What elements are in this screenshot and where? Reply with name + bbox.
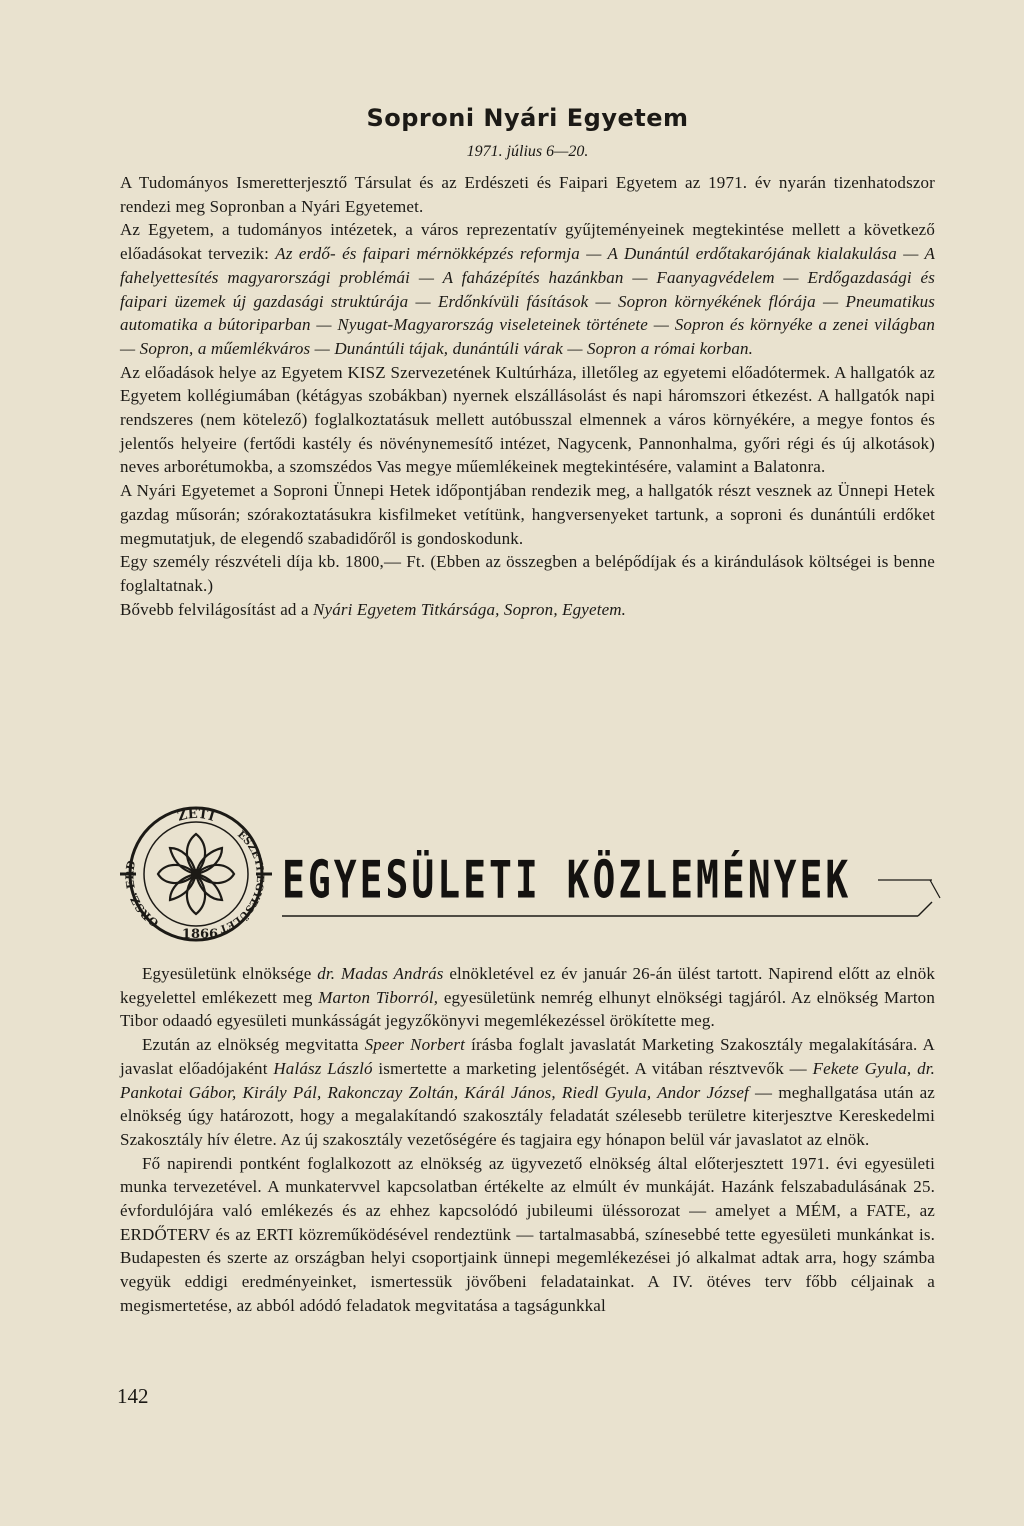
news-p2-text-c: ismertette a marketing jelentőségét. A vitában résztvevők — [372,1058,813,1078]
article-date: 1971. július 6—20. [466,143,589,160]
lecture-intro: Az Egyetem, a tudományos intézetek, a város reprezentatív gyűjteményeinek megtekintése mellett a következő előadásokat tervezik: [120,220,935,264]
news-p2-text-a: Ezután az elnökség megvitatta [142,1035,365,1055]
article-paragraph-6 [120,598,935,622]
contact-address: Nyári Egyetem Titkársága, Sopron, Egyetem. [313,599,627,619]
news-p1-name-2: Marton Tiborról, [318,987,439,1007]
section-header [116,798,936,948]
news-p1-text-a: Egyesületünk elnöksége [142,964,318,983]
news-paragraph-3: Fő napirendi pontként foglalkozott az elnökség az ügyvezető elnökség által előterjesztett 1971. évi egyesületi munka tervezetével. A munkatervvel kapcsolatban értékelte az elmúlt év munkáját. Hazánk felszabadulásának 25. évfordulójára való emlékezés és az ehhez kapcsolódó jubileumi üléssorozat — amelyet a MÉM, a FATE, az ERDŐTERV és az ERTI közreműködésével rendeztünk — tartalmasabbá, színesebbé tette egyesületi munkánkat is. Budapesten és szerte az országban helyi csoportjaink ünnepi megemlékezései jó alkalmat adtak arra, hogy számba vegyük eddigi eredményeinket, ismertessük jövőbeni feladatainkat. A IV. ötéves terv főbb céljainak a megismertetése, az abból adódó feladatok megvitatása a tagságunkkal [120,1153,935,1315]
seal-top-text: ZETI [175,806,217,825]
news-paragraph-2 [120,1033,935,1152]
section-heading: EGYESÜLETI KÖZLEMÉNYEK [282,850,852,910]
news-p2-text-d: — meghallgatása után az elnökség úgy határozott, hogy a megalakítandó szakosztály feladatát szélesebb területre kiterjesztve Kereskedelmi Szakosztály hív életre. Az új szakosztály vezetőségére és tagjaira egy hónapon belül vár javaslatot az elnök. [120,1082,935,1149]
seal-left-text: ORSZ. ERD [123,859,162,930]
lecture-list: Az erdő- és faipari mérnökképzés reformja — A Dunántúl erdőtakarójának kialakulása — A fahelyettesítés magyarországi problémái — A faházépítés hazánkban — Faanyagvédelem — Erdőgazdasági és faipari üzemek új gazdasági struktúrája — Erdőnkívüli fásítások — Sopron környékének flórája — Pneumatikus automatika a bútoriparban — Nyugat-Magyarország viseleteinek története — Sopron és környéke a zenei világban — Sopron, a műemlékváros — Dunántúli tájak, dunántúli várak — Sopron a római korban. [120,244,935,358]
news-paragraph-1 [120,962,935,1033]
news-p1-text-b: elnökletével ez év január 26-án ülést tartott. Napirend előtt az elnök kegyelettel emlékezett meg [120,964,935,1007]
article-body [120,171,935,621]
contact-intro: Bővebb felvilágosítást ad a [120,599,314,619]
article-paragraph-1: A Tudományos Ismeretterjesztő Társulat és az Erdészeti és Faipari Egyetem az 1971. év nyarán tizenhatodszor rendezi meg Sopronban a Nyári Egyetemet. [120,173,935,216]
society-seal-icon [116,798,278,948]
seal-right-text: ÉSZETI EGYESÜLET [217,829,266,935]
article-paragraph-5: Egy személy részvételi díja kb. 1800,— Ft. (Ebben az összegben a belépődíjak és a kirándulások költségei is benne foglaltatnak.) [120,552,935,595]
news-p2-name-2: Halász László [273,1058,373,1078]
news-p1-name-1: dr. Madas András [317,964,444,983]
seal-year: 1866 [181,927,219,942]
article-paragraph-4: A Nyári Egyetemet a Soproni Ünnepi Hetek időpontjában rendezik meg, a hallgatók részt vesznek az Ünnepi Hetek gazdag műsorán; szórakoztatásukra kisfilmeket vetítünk, hangversenyeket tartunk, a soproni és dunántúli erdőket megmutatjuk, de elegendő szabadidőről is gondoskodunk. [120,481,935,548]
news-p1-text-c: egyesületünk nemrég elhunyt elnökségi tagjáról. Az elnökség Marton Tibor odaadó egyesületi munkásságát jegyzőkönyvi megemlékezéssel örökítette meg. [120,987,935,1031]
article-title: Soproni Nyári Egyetem [366,104,689,132]
society-news-body [120,962,935,1318]
news-p2-participants: Fekete Gyula, dr. Pankotai Gábor, Király Pál, Rakonczay Zoltán, Kárál János, Riedl Gyula, Andor József [120,1058,935,1102]
news-p2-name-1: Speer Norbert [364,1035,466,1055]
article-paragraph-2 [120,218,935,360]
page-number: 142 [117,1384,149,1408]
news-p2-text-b: írásba foglalt javaslatát Marketing Szakosztály megalakítására. A javaslat előadójaként [120,1035,935,1078]
svg-text:ORSZ. ERD [123,859,161,930]
article-paragraph-3: Az előadások helye az Egyetem KISZ Szervezetének Kultúrháza, illetőleg az egyetemi előadótermek. A hallgatók az Egyetem kollégiumában (kétágyas szobákban) nyernek elszállásolást és napi háromszori étkezést. A hallgatók napi rendszeres (nem kötelező) foglalkoztatásuk mellett autóbusszal elmennek a város környékére, a megye fontos és jelentős helyeire (fertődi kastély és növénynemesítő intézet, Nagycenk, Pannonhalma, győri régi és új alkotások) neves arborétumokba, a szomszédos Vas megye műemlékeinek megtekintésére, valamint a Balatonra. [120,362,935,477]
